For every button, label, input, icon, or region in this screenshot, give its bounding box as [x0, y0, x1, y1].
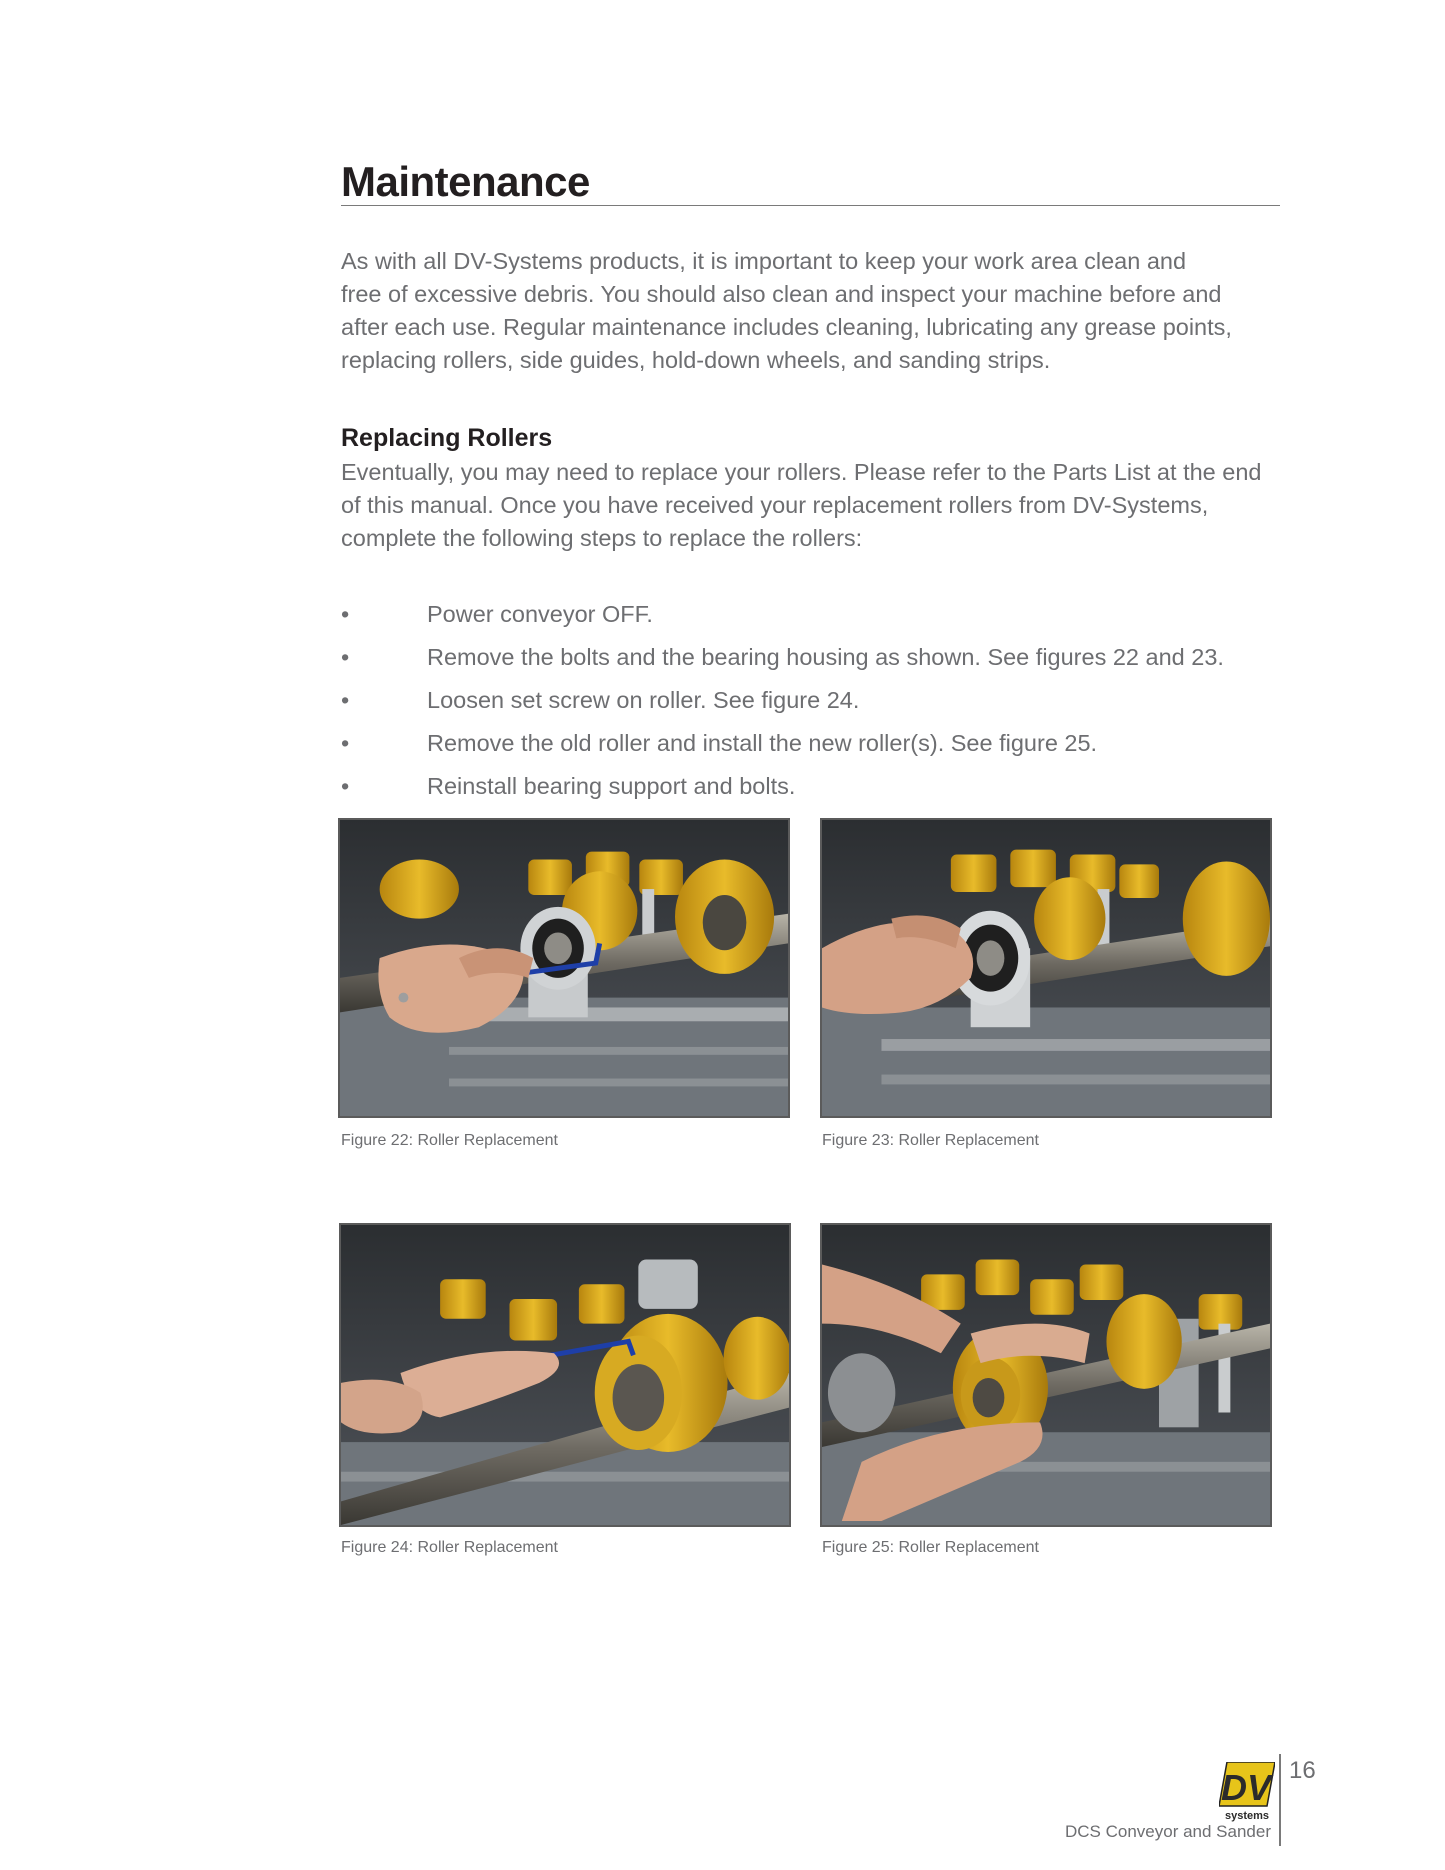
bullet: •	[341, 601, 350, 627]
steps-list	[341, 598, 1286, 813]
intro-paragraph	[341, 245, 1286, 377]
page-number: 16	[1289, 1757, 1316, 1784]
document-title: DCS Conveyor and Sander	[1064, 1822, 1271, 1841]
section-line: of this manual. Once you have received your replacement rollers from DV-Systems,	[341, 492, 1209, 518]
figure-caption: Figure 23: Roller Replacement	[822, 1132, 1039, 1149]
figure-24-photo	[339, 1223, 791, 1527]
bullet: •	[341, 644, 350, 670]
title-rule	[341, 158, 1280, 206]
section-heading: Replacing Rollers	[341, 424, 553, 452]
step-text: Loosen set screw on roller. See figure 24.	[427, 687, 860, 713]
list-item	[341, 684, 1286, 727]
bullet: •	[341, 730, 350, 756]
logo-subtext: systems	[1224, 1810, 1270, 1822]
dv-systems-logo	[1219, 1762, 1275, 1822]
figure-22-photo	[338, 818, 790, 1118]
intro-line: As with all DV-Systems products, it is important to keep your work area clean and	[341, 248, 1187, 274]
figure-25-photo	[820, 1223, 1272, 1527]
list-item	[341, 770, 1286, 813]
step-text: Remove the bolts and the bearing housing as shown. See figures 22 and 23.	[427, 644, 1224, 670]
list-item	[341, 727, 1286, 770]
bullet: •	[341, 773, 350, 799]
step-text: Reinstall bearing support and bolts.	[427, 773, 796, 799]
logo-text: DV	[1220, 1767, 1272, 1808]
figure-caption: Figure 22: Roller Replacement	[341, 1132, 558, 1149]
figure-23-photo	[820, 818, 1272, 1118]
footer-divider	[1279, 1754, 1281, 1846]
section-paragraph	[341, 456, 1286, 555]
intro-line: after each use. Regular maintenance includes cleaning, lubricating any grease points,	[341, 314, 1232, 340]
section-line: Eventually, you may need to replace your rollers. Please refer to the Parts List at the end	[341, 459, 1262, 485]
section-line: complete the following steps to replace the rollers:	[341, 525, 863, 551]
step-text: Remove the old roller and install the new roller(s). See figure 25.	[427, 730, 1098, 756]
intro-line: free of excessive debris. You should also clean and inspect your machine before and	[341, 281, 1222, 307]
intro-line: replacing rollers, side guides, hold-down wheels, and sanding strips.	[341, 347, 1051, 373]
figure-caption: Figure 24: Roller Replacement	[341, 1539, 558, 1556]
bullet: •	[341, 687, 350, 713]
list-item	[341, 641, 1286, 684]
figure-caption: Figure 25: Roller Replacement	[822, 1539, 1039, 1556]
list-item	[341, 598, 1286, 641]
page-title: Maintenance	[341, 158, 590, 205]
step-text: Power conveyor OFF.	[427, 601, 653, 627]
